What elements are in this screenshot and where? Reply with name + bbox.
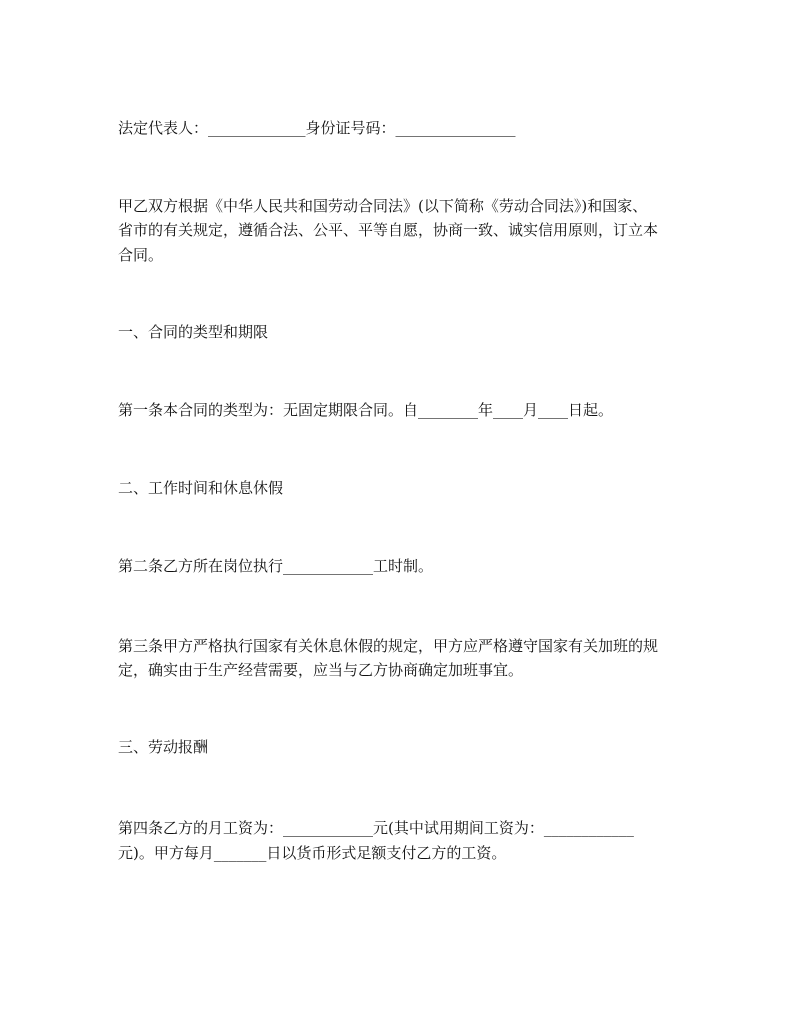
article-3-line-2: 定，确实由于生产经营需要，应当与乙方协商确定加班事宜。 <box>118 661 524 679</box>
article-4-line-1: 第四条乙方的月工资为：____________元(其中试用期间工资为：____________ <box>118 819 634 837</box>
section-heading-remuneration: 三、劳动报酬 <box>118 738 209 756</box>
article-2: 第二条乙方所在岗位执行____________工时制。 <box>118 557 434 575</box>
preamble-line-2: 省市的有关规定，遵循合法、公平、平等自愿，协商一致、诚实信用原则，订立本 <box>118 221 659 239</box>
preamble-line-3: 合同。 <box>118 246 164 264</box>
preamble-line-1: 甲乙双方根据《中华人民共和国劳动合同法》(以下简称《劳动合同法》)和国家、 <box>118 197 648 215</box>
article-1: 第一条本合同的类型为：无固定期限合同。自________年____月____日起。 <box>118 401 614 419</box>
article-3-line-1: 第三条甲方严格执行国家有关休息休假的规定，甲方应严格遵守国家有关加班的规 <box>118 637 659 655</box>
legal-representative-line: 法定代表人：_____________身份证号码：________________ <box>118 119 516 137</box>
section-heading-contract-type: 一、合同的类型和期限 <box>118 323 269 341</box>
section-heading-working-hours: 二、工作时间和休息休假 <box>118 479 284 497</box>
article-4-line-2: 元)。甲方每月_______日以货币形式足额支付乙方的工资。 <box>118 844 507 862</box>
